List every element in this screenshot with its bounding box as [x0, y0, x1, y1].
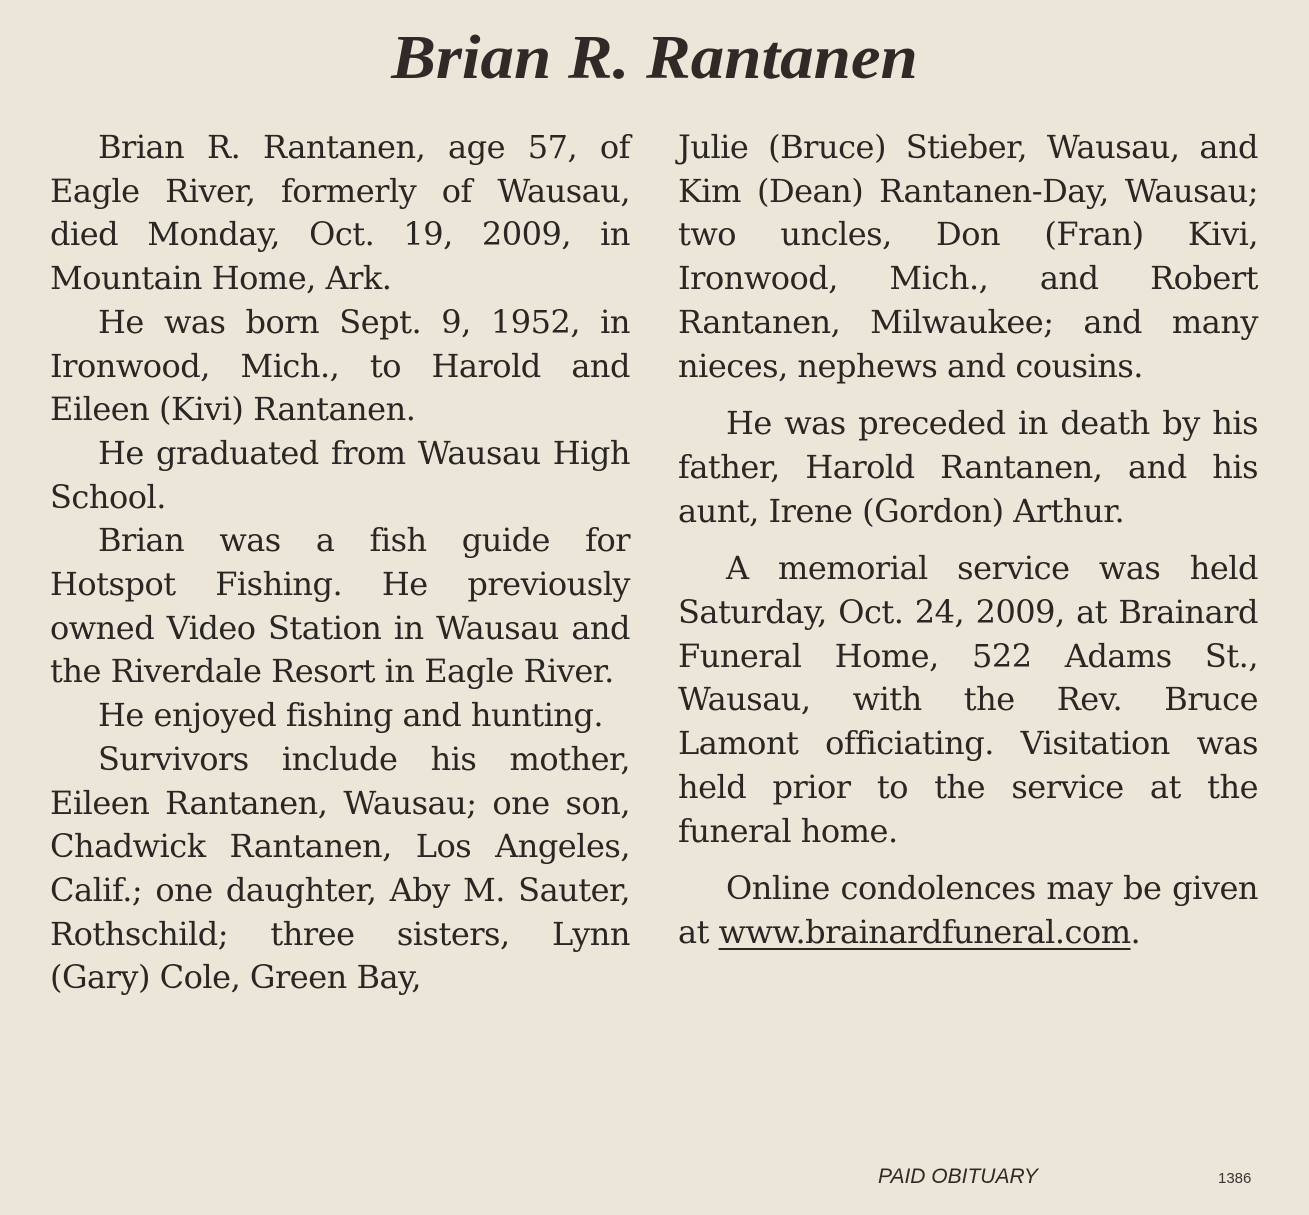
paid-obituary-label: PAID OBITUARY	[878, 1165, 1038, 1188]
condolences-text: Online condolences may be given at	[678, 869, 1258, 951]
paragraph-hobbies: He enjoyed fishing and hunting.	[98, 696, 604, 735]
paragraph-survivors: Survivors include his mother, Eileen Rantanen, Wausau; one son, Chadwick Rantanen, Los Angeles, Calif.; one daughter, Aby M. Sauter, Rothschild; three sisters, Lynn (Gary) Cole, Green Bay,	[50, 739, 630, 997]
condolences-link[interactable]: www.brainardfuneral.com	[718, 912, 1131, 951]
paragraph-birth: He was born Sept. 9, 1952, in Ironwood, Mich., to Harold and Eileen (Kivi) Rantanen.	[50, 302, 630, 429]
right-column	[678, 126, 1258, 955]
paragraph-education: He graduated from Wausau High School.	[50, 433, 630, 516]
paragraph-survivors-continued: Julie (Bruce) Stieber, Wausau, and Kim (Dean) Rantanen-Day, Wausau; two uncles, Don (Fran) Kivi, Ironwood, Mich., and Robert Rantanen, Milwaukee; and many nieces, nephews and cousins.	[678, 128, 1258, 385]
paragraph-preceded: He was preceded in death by his father, Harold Rantanen, and his aunt, Irene (Gordon) Arthur.	[678, 404, 1258, 530]
obituary-title: Brian R. Rantanen	[391, 24, 918, 92]
left-column	[50, 126, 630, 1000]
paragraph-intro: Brian R. Rantanen, age 57, of Eagle River, formerly of Wausau, died Monday, Oct. 19, 2009, in Mountain Home, Ark.	[50, 128, 630, 298]
paragraph-memorial: A memorial service was held Saturday, Oct. 24, 2009, at Brainard Funeral Home, 522 Adams St., Wausau, with the Rev. Bruce Lamont officiating. Visitation was held prior to the service at the funeral home.	[678, 549, 1258, 850]
paragraph-condolences	[678, 867, 1258, 954]
ad-code: 1386	[1218, 1170, 1252, 1187]
paragraph-career: Brian was a fish guide for Hotspot Fishing. He previously owned Video Station in Wausau and the Riverdale Resort in Eagle River.	[50, 521, 630, 691]
condolences-period: .	[1130, 912, 1141, 951]
